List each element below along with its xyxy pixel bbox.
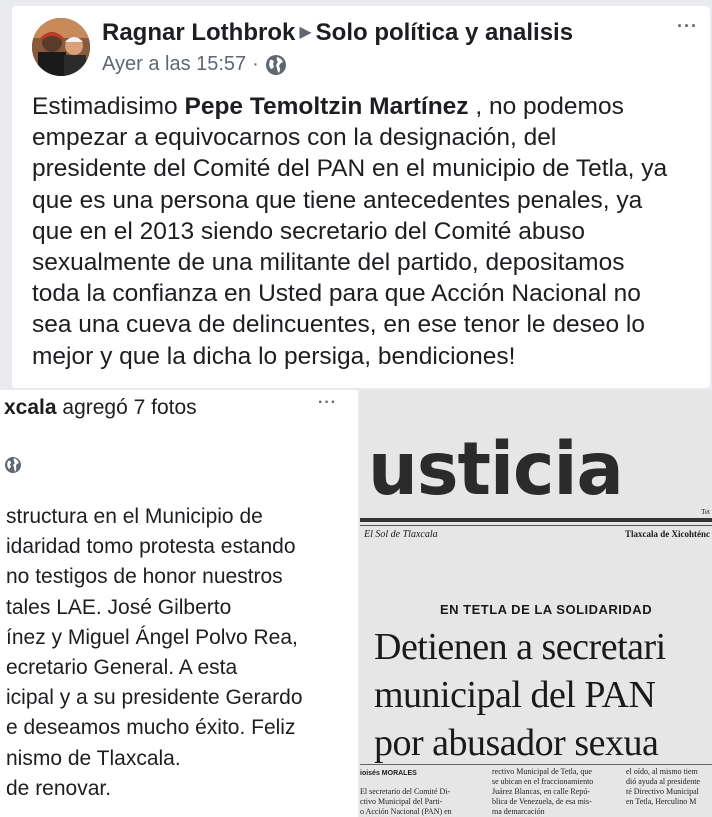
newspaper-corner-text: Tet [701, 508, 710, 516]
post-options-button[interactable]: ··· [677, 16, 698, 36]
headline-line: municipal del PAN [374, 674, 656, 716]
body-line: sea una cueva de delincuentes, en ese tenor le deseo lo [32, 311, 645, 339]
shared-line: de renovar. [6, 776, 112, 800]
post-body [32, 91, 704, 372]
shared-line: ecretario General. A esta [6, 656, 238, 680]
shared-line: structura en el Municipio de [6, 505, 263, 528]
headline-line: por abusador sexua [374, 722, 659, 764]
meta-separator: · [252, 53, 259, 75]
author-name[interactable]: Ragnar Lothbrok [102, 19, 296, 46]
shared-post-screenshot[interactable] [0, 390, 358, 817]
shared-line: ínez y Miguel Ángel Polvo Rea, [6, 625, 298, 649]
body-line: presidente del Comité del PAN en el municipio de Tetla, ya [32, 155, 668, 183]
globe-icon [265, 54, 287, 76]
headline-line: Detienen a secretari [374, 626, 666, 668]
body-line: que en el 2013 siendo secretario del Comité abuso [32, 217, 585, 245]
newspaper-source: El Sol de Tlaxcala [364, 529, 438, 540]
body-line: sexualmente de una militante del partido, depositamos [32, 249, 625, 277]
body-line: que es una persona que tiene antecedentes penales, ya [32, 186, 643, 214]
mention-link[interactable]: Pepe Temoltzin Martínez [184, 93, 469, 120]
body-line: empezar a equivocarnos con la designación, del [32, 124, 557, 152]
newspaper-masthead: usticia [368, 425, 623, 513]
post-header [102, 19, 573, 47]
article-headline [374, 623, 666, 767]
masthead-rule-thin [360, 525, 712, 526]
newspaper-clipping[interactable] [360, 390, 712, 817]
post-meta [102, 53, 287, 76]
shared-post-title: xcala agregó 7 fotos [4, 396, 197, 419]
article-kicker: EN TETLA DE LA SOLIDARIDAD [440, 602, 653, 617]
article-column-1: El secretario del Comité Di- ctivo Municipal del Parti- o Acción Nacional (PAN) en [360, 787, 452, 816]
globe-icon [4, 456, 22, 474]
newspaper-city: Tlaxcala de Xicohténc [625, 529, 710, 539]
shared-line: nismo de Tlaxcala. [6, 746, 181, 770]
shared-line: e deseamos mucho éxito. Feliz [6, 716, 296, 740]
body-line: toda la confianza en Usted para que Acción Nacional no [32, 280, 641, 308]
article-byline: ioisés MORALES [360, 770, 417, 777]
masthead-rule [360, 518, 712, 522]
shared-line: icipal y a su presidente Gerardo [6, 686, 303, 710]
body-line: mejor y que la dicha lo persiga, bendiciones! [32, 342, 516, 370]
post-card [12, 6, 710, 388]
article-column-2: rectivo Municipal de Tetla, que se ubican en el fraccionamiento Juárez Blancas, en calle Repú- blica de Venezuela, de esa mis- ma demarcación [492, 767, 594, 816]
shared-line: no testigos de honor nuestros [6, 565, 283, 589]
shared-line: tales LAE. José Gilberto [6, 595, 232, 619]
shared-options-icon: ··· [318, 394, 337, 411]
headline-rule [360, 764, 712, 765]
article-column-3: el oído, al mismo tiem dió ayuda al presidente té Directivo Municipal en Tetla, Herculino M [626, 767, 700, 806]
shared-post-text [6, 502, 303, 804]
share-arrow-icon: ▶ [299, 24, 312, 41]
post-timestamp[interactable]: Ayer a las 15:57 [102, 53, 247, 75]
group-name[interactable]: Solo política y analisis [315, 19, 574, 46]
author-avatar[interactable] [32, 18, 90, 76]
shared-line: idaridad tomo protesta estando [6, 535, 296, 559]
body-line: Estimadisimo Pepe Temoltzin Martínez , no podemos [32, 93, 624, 120]
